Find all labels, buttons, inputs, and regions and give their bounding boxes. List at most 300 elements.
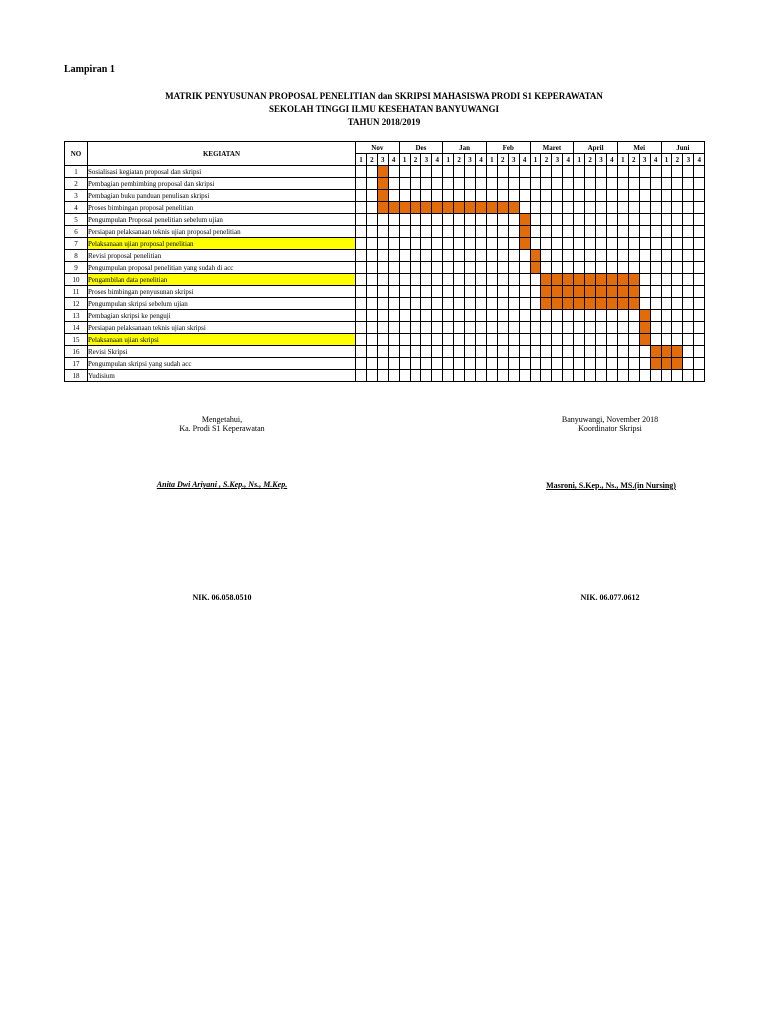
schedule-cell — [552, 310, 563, 322]
schedule-cell — [650, 370, 661, 382]
schedule-cell — [356, 310, 367, 322]
schedule-cell — [694, 310, 705, 322]
schedule-cell-active — [617, 298, 628, 310]
schedule-cell-active — [377, 202, 388, 214]
schedule-cell — [508, 262, 519, 274]
schedule-cell — [421, 190, 432, 202]
schedule-cell — [356, 238, 367, 250]
schedule-cell — [552, 358, 563, 370]
month-header: Jan — [443, 142, 487, 154]
row-number: 10 — [65, 274, 88, 286]
schedule-cell — [530, 286, 541, 298]
approval-role: Ka. Prodi S1 Keperawatan — [179, 424, 265, 433]
schedule-cell — [388, 262, 399, 274]
schedule-cell — [443, 274, 454, 286]
schedule-cell — [421, 166, 432, 178]
schedule-cell — [432, 274, 443, 286]
schedule-cell — [475, 214, 486, 226]
schedule-cell — [552, 250, 563, 262]
schedule-cell — [399, 298, 410, 310]
schedule-cell — [639, 178, 650, 190]
schedule-cell — [519, 370, 530, 382]
title-line-2: SEKOLAH TINGGI ILMU KESEHATAN BANYUWANGI — [268, 104, 500, 114]
schedule-cell — [672, 190, 683, 202]
schedule-cell — [410, 322, 421, 334]
schedule-cell — [388, 274, 399, 286]
schedule-cell — [486, 214, 497, 226]
header-no: NO — [65, 142, 88, 166]
schedule-cell — [606, 358, 617, 370]
row-number: 15 — [65, 334, 88, 346]
schedule-matrix-table — [64, 141, 705, 382]
schedule-cell — [606, 346, 617, 358]
schedule-cell — [443, 334, 454, 346]
schedule-cell — [356, 322, 367, 334]
place-date: Banyuwangi, November 2018 — [561, 415, 659, 424]
schedule-cell — [552, 334, 563, 346]
schedule-cell — [596, 334, 607, 346]
schedule-cell — [443, 226, 454, 238]
schedule-cell — [508, 214, 519, 226]
month-header: Des — [399, 142, 443, 154]
schedule-cell — [606, 238, 617, 250]
schedule-cell-active — [552, 298, 563, 310]
row-number: 4 — [65, 202, 88, 214]
schedule-cell — [639, 346, 650, 358]
week-header: 3 — [465, 154, 476, 166]
schedule-cell — [541, 214, 552, 226]
activity-name: Yudisium — [88, 370, 356, 382]
row-number: 12 — [65, 298, 88, 310]
schedule-cell — [628, 262, 639, 274]
schedule-cell — [574, 214, 585, 226]
schedule-cell — [356, 358, 367, 370]
schedule-cell — [519, 166, 530, 178]
week-header: 3 — [552, 154, 563, 166]
schedule-cell — [475, 310, 486, 322]
schedule-cell — [552, 226, 563, 238]
schedule-cell — [454, 178, 465, 190]
schedule-cell-active — [377, 178, 388, 190]
schedule-cell — [519, 262, 530, 274]
schedule-cell — [465, 190, 476, 202]
schedule-cell — [519, 274, 530, 286]
week-header: 2 — [541, 154, 552, 166]
schedule-cell — [454, 322, 465, 334]
schedule-cell — [388, 214, 399, 226]
schedule-cell — [694, 226, 705, 238]
schedule-cell — [388, 370, 399, 382]
schedule-cell — [443, 250, 454, 262]
schedule-cell — [356, 202, 367, 214]
schedule-cell — [432, 286, 443, 298]
schedule-cell — [443, 358, 454, 370]
schedule-cell — [465, 370, 476, 382]
schedule-cell — [639, 166, 650, 178]
schedule-cell — [574, 166, 585, 178]
schedule-cell — [465, 298, 476, 310]
schedule-cell — [508, 250, 519, 262]
schedule-cell — [519, 190, 530, 202]
schedule-cell — [683, 298, 694, 310]
schedule-cell — [617, 370, 628, 382]
schedule-cell — [508, 190, 519, 202]
week-header: 2 — [628, 154, 639, 166]
schedule-cell — [574, 358, 585, 370]
schedule-cell — [541, 370, 552, 382]
schedule-cell — [563, 310, 574, 322]
schedule-cell — [661, 262, 672, 274]
table-row — [65, 334, 705, 346]
schedule-cell — [574, 202, 585, 214]
schedule-cell — [683, 322, 694, 334]
schedule-cell — [563, 178, 574, 190]
schedule-cell — [628, 346, 639, 358]
schedule-cell — [432, 190, 443, 202]
schedule-cell — [366, 298, 377, 310]
schedule-cell — [530, 274, 541, 286]
week-header: 4 — [694, 154, 705, 166]
schedule-cell — [661, 322, 672, 334]
week-header: 1 — [617, 154, 628, 166]
schedule-cell — [683, 370, 694, 382]
activity-name: Pengumpulan skripsi yang sudah acc — [88, 358, 356, 370]
table-row — [65, 298, 705, 310]
schedule-cell — [475, 274, 486, 286]
schedule-cell — [661, 202, 672, 214]
schedule-cell — [694, 202, 705, 214]
schedule-cell — [410, 370, 421, 382]
schedule-cell — [519, 286, 530, 298]
month-header: Maret — [530, 142, 574, 154]
schedule-cell — [617, 310, 628, 322]
table-row — [65, 358, 705, 370]
week-header: 4 — [650, 154, 661, 166]
schedule-cell-active — [410, 202, 421, 214]
schedule-cell — [628, 358, 639, 370]
schedule-cell — [475, 346, 486, 358]
schedule-cell — [399, 190, 410, 202]
schedule-cell — [628, 322, 639, 334]
row-number: 18 — [65, 370, 88, 382]
schedule-cell — [683, 226, 694, 238]
schedule-cell — [530, 214, 541, 226]
row-number: 3 — [65, 190, 88, 202]
schedule-cell — [497, 346, 508, 358]
schedule-cell — [508, 238, 519, 250]
week-header: 2 — [497, 154, 508, 166]
schedule-cell — [650, 202, 661, 214]
schedule-cell — [486, 262, 497, 274]
schedule-cell — [399, 286, 410, 298]
schedule-cell — [421, 322, 432, 334]
schedule-cell — [443, 238, 454, 250]
schedule-cell — [639, 370, 650, 382]
schedule-cell — [410, 190, 421, 202]
schedule-cell — [606, 310, 617, 322]
schedule-cell — [650, 178, 661, 190]
schedule-cell — [552, 190, 563, 202]
activity-name: Pengumpulan Proposal penelitian sebelum ujian — [88, 214, 356, 226]
row-number: 5 — [65, 214, 88, 226]
schedule-cell — [486, 322, 497, 334]
schedule-cell — [574, 322, 585, 334]
schedule-cell-active — [563, 286, 574, 298]
schedule-cell — [432, 250, 443, 262]
schedule-cell — [585, 166, 596, 178]
schedule-cell — [585, 358, 596, 370]
week-header: 3 — [421, 154, 432, 166]
schedule-cell — [596, 214, 607, 226]
schedule-cell-active — [399, 202, 410, 214]
schedule-cell — [410, 214, 421, 226]
schedule-cell — [650, 334, 661, 346]
schedule-cell — [497, 298, 508, 310]
schedule-cell — [465, 262, 476, 274]
schedule-cell — [454, 298, 465, 310]
schedule-cell — [377, 262, 388, 274]
schedule-cell — [366, 274, 377, 286]
schedule-cell — [508, 178, 519, 190]
schedule-cell — [628, 310, 639, 322]
row-number: 9 — [65, 262, 88, 274]
schedule-cell — [552, 202, 563, 214]
schedule-cell — [606, 166, 617, 178]
schedule-cell — [377, 298, 388, 310]
schedule-cell — [596, 250, 607, 262]
schedule-cell — [639, 262, 650, 274]
schedule-cell — [399, 262, 410, 274]
schedule-cell — [617, 238, 628, 250]
schedule-cell — [388, 346, 399, 358]
schedule-cell — [617, 190, 628, 202]
schedule-cell-active — [377, 190, 388, 202]
schedule-cell — [410, 298, 421, 310]
schedule-cell — [399, 334, 410, 346]
schedule-cell — [366, 286, 377, 298]
schedule-cell — [672, 166, 683, 178]
schedule-cell — [661, 190, 672, 202]
schedule-cell — [508, 358, 519, 370]
schedule-cell — [672, 262, 683, 274]
activity-name: Pembagian buku panduan penulisan skripsi — [88, 190, 356, 202]
schedule-cell — [628, 178, 639, 190]
schedule-cell — [661, 166, 672, 178]
schedule-cell — [432, 310, 443, 322]
schedule-cell — [563, 322, 574, 334]
row-number: 17 — [65, 358, 88, 370]
schedule-cell — [661, 370, 672, 382]
schedule-cell — [432, 178, 443, 190]
schedule-cell — [443, 322, 454, 334]
schedule-cell — [519, 202, 530, 214]
activity-name: Pengumpulan proposal penelitian yang sudah di acc — [88, 262, 356, 274]
schedule-cell — [388, 334, 399, 346]
schedule-cell — [356, 286, 367, 298]
schedule-cell — [388, 238, 399, 250]
schedule-cell — [377, 238, 388, 250]
activity-name: Pembagian skripsi ke penguji — [88, 310, 356, 322]
table-row — [65, 250, 705, 262]
schedule-cell — [585, 346, 596, 358]
schedule-cell — [519, 358, 530, 370]
schedule-cell — [683, 190, 694, 202]
schedule-cell — [596, 262, 607, 274]
week-header: 2 — [672, 154, 683, 166]
schedule-cell — [530, 370, 541, 382]
schedule-cell — [585, 334, 596, 346]
schedule-cell — [454, 274, 465, 286]
schedule-cell — [683, 358, 694, 370]
schedule-cell — [563, 262, 574, 274]
schedule-cell — [563, 190, 574, 202]
schedule-cell — [486, 250, 497, 262]
schedule-cell — [388, 310, 399, 322]
schedule-cell — [508, 226, 519, 238]
schedule-cell — [694, 238, 705, 250]
schedule-cell — [432, 322, 443, 334]
schedule-cell — [694, 322, 705, 334]
schedule-cell-active — [628, 286, 639, 298]
left-signatory-name: Anita Dwi Ariyani , S.Kep., Ns., M.Kep. — [156, 480, 288, 489]
schedule-cell — [541, 358, 552, 370]
schedule-cell — [694, 334, 705, 346]
schedule-cell — [596, 166, 607, 178]
schedule-cell-active — [639, 310, 650, 322]
schedule-cell — [356, 298, 367, 310]
schedule-cell — [585, 310, 596, 322]
schedule-cell — [497, 334, 508, 346]
schedule-cell-active — [519, 238, 530, 250]
schedule-cell — [497, 310, 508, 322]
schedule-cell — [628, 238, 639, 250]
schedule-cell — [552, 346, 563, 358]
schedule-cell — [596, 238, 607, 250]
schedule-cell — [661, 250, 672, 262]
schedule-cell — [465, 214, 476, 226]
week-header: 1 — [356, 154, 367, 166]
schedule-cell — [552, 214, 563, 226]
schedule-cell-active — [596, 274, 607, 286]
schedule-cell — [421, 298, 432, 310]
schedule-cell — [563, 358, 574, 370]
week-header: 3 — [639, 154, 650, 166]
schedule-cell — [421, 214, 432, 226]
schedule-cell — [432, 262, 443, 274]
schedule-cell — [388, 322, 399, 334]
schedule-cell — [388, 250, 399, 262]
schedule-cell — [366, 262, 377, 274]
approval-block — [142, 415, 302, 433]
schedule-cell — [399, 274, 410, 286]
schedule-cell — [497, 322, 508, 334]
schedule-cell — [530, 310, 541, 322]
schedule-cell — [377, 370, 388, 382]
schedule-cell — [377, 310, 388, 322]
schedule-cell — [639, 274, 650, 286]
schedule-cell — [421, 250, 432, 262]
schedule-cell — [639, 286, 650, 298]
schedule-cell — [628, 334, 639, 346]
schedule-cell — [497, 178, 508, 190]
schedule-cell — [486, 286, 497, 298]
table-row — [65, 286, 705, 298]
activity-name: Revisi Skripsi — [88, 346, 356, 358]
schedule-cell — [486, 310, 497, 322]
schedule-cell — [585, 250, 596, 262]
schedule-cell — [454, 286, 465, 298]
schedule-cell — [465, 166, 476, 178]
schedule-cell — [399, 370, 410, 382]
schedule-cell — [596, 190, 607, 202]
schedule-cell — [454, 370, 465, 382]
schedule-cell — [639, 250, 650, 262]
schedule-cell-active — [606, 286, 617, 298]
schedule-cell — [552, 262, 563, 274]
schedule-cell — [574, 190, 585, 202]
schedule-cell — [410, 238, 421, 250]
schedule-cell — [508, 310, 519, 322]
schedule-cell — [639, 298, 650, 310]
table-row — [65, 322, 705, 334]
schedule-cell — [388, 298, 399, 310]
schedule-cell — [541, 226, 552, 238]
schedule-cell — [366, 310, 377, 322]
schedule-cell — [694, 298, 705, 310]
schedule-cell — [661, 298, 672, 310]
schedule-cell — [377, 214, 388, 226]
schedule-cell — [399, 310, 410, 322]
table-row — [65, 274, 705, 286]
schedule-cell — [530, 238, 541, 250]
schedule-cell — [410, 346, 421, 358]
schedule-cell — [650, 214, 661, 226]
schedule-cell — [563, 214, 574, 226]
table-row — [65, 202, 705, 214]
schedule-cell — [617, 322, 628, 334]
week-header: 3 — [508, 154, 519, 166]
schedule-cell — [377, 286, 388, 298]
schedule-cell — [388, 226, 399, 238]
schedule-cell — [497, 370, 508, 382]
schedule-cell — [606, 334, 617, 346]
schedule-cell — [628, 190, 639, 202]
schedule-cell — [672, 370, 683, 382]
schedule-cell — [672, 178, 683, 190]
schedule-cell — [683, 238, 694, 250]
schedule-cell — [617, 358, 628, 370]
activity-name: Pelaksanaan ujian proposal penelitian — [88, 238, 356, 250]
schedule-cell — [530, 190, 541, 202]
schedule-cell-active — [541, 298, 552, 310]
schedule-cell — [596, 322, 607, 334]
schedule-cell — [519, 250, 530, 262]
row-number: 2 — [65, 178, 88, 190]
schedule-cell — [421, 262, 432, 274]
schedule-cell-active — [497, 202, 508, 214]
schedule-cell — [486, 178, 497, 190]
schedule-cell — [465, 358, 476, 370]
row-number: 16 — [65, 346, 88, 358]
week-header: 3 — [683, 154, 694, 166]
schedule-cell-active — [574, 274, 585, 286]
schedule-cell — [443, 370, 454, 382]
schedule-cell — [530, 202, 541, 214]
schedule-cell — [399, 358, 410, 370]
schedule-cell — [617, 202, 628, 214]
schedule-cell — [443, 346, 454, 358]
schedule-cell — [661, 334, 672, 346]
